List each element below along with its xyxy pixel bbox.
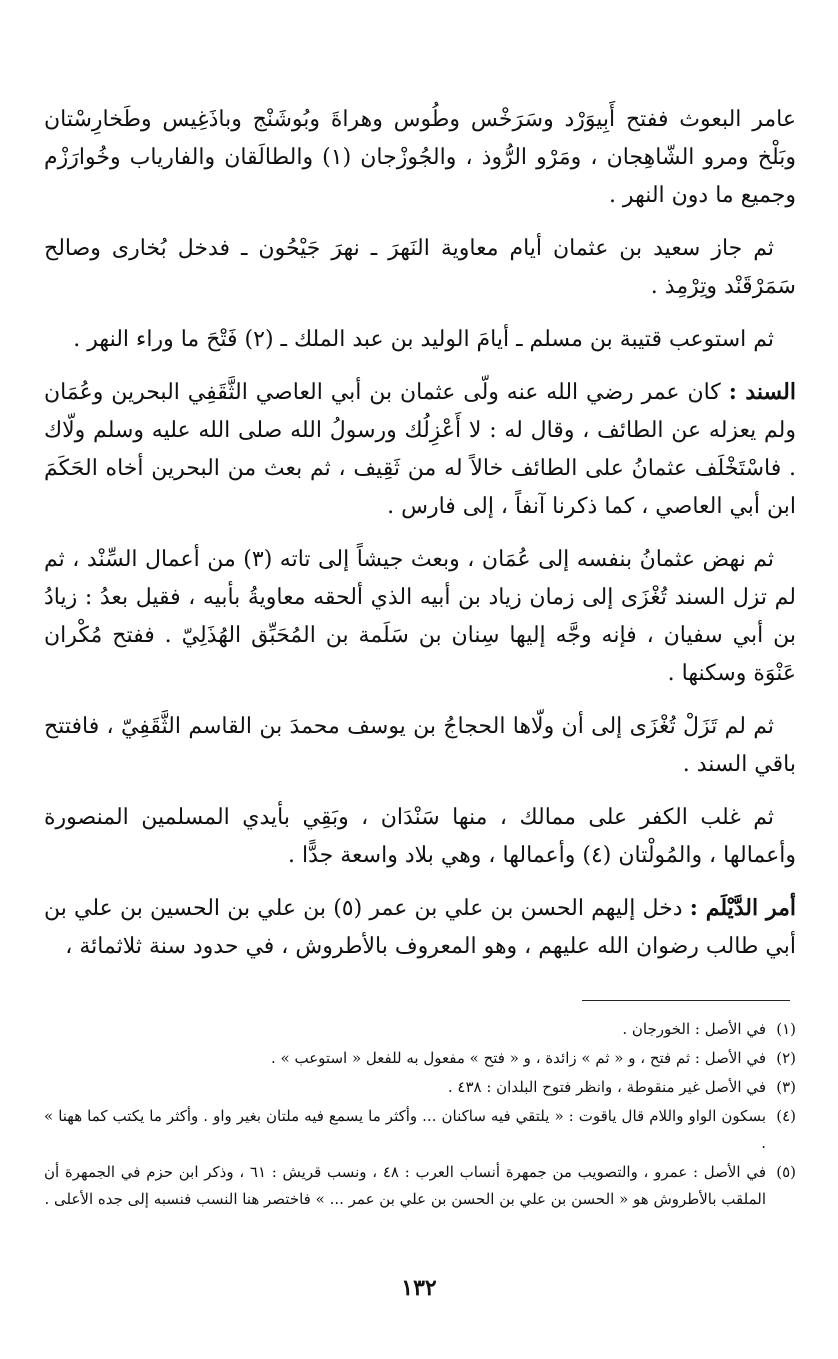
paragraph-text: ثم غلب الكفر على ممالك ، منها سَنْدَان ، وبَقِي بأيدي المسلمين المنصورة وأعمالها ، والمُولْتان (٤) وأعمالها ، وهي بلاد واسعة جدًّا . — [44, 805, 796, 868]
paragraph-5 — [44, 540, 796, 693]
footnote-3 — [44, 1074, 796, 1101]
main-text — [44, 100, 796, 980]
footnote-text: في الأصل غير منقوطة ، وانظر فتوح البلدان : ٤٣٨ . — [447, 1078, 766, 1096]
paragraph-7 — [44, 798, 796, 875]
page-number: ١٣٢ — [401, 1275, 437, 1301]
footnote-text: في الأصل : الخورجان . — [622, 1020, 766, 1038]
footnote-number: (٣) — [776, 1078, 796, 1096]
footnote-4 — [44, 1103, 796, 1157]
footnote-number: (١) — [776, 1020, 796, 1038]
paragraph-2 — [44, 229, 796, 306]
footnote-2 — [44, 1045, 796, 1072]
paragraph-text: ثم جاز سعيد بن عثمان أيام معاوية النَهرَ ـ نهرَ جَيْحُون ـ فدخل بُخارى وصالح سَمَرْقَنْد وتِرْمِذ . — [44, 236, 796, 299]
footnote-number: (٥) — [776, 1163, 796, 1181]
footnote-text: في الأصل : ثم فتح ، و « ثم » زائدة ، و « فتح » مفعول به للفعل « استوعب » . — [271, 1049, 766, 1067]
footnote-divider — [582, 1000, 790, 1001]
paragraph-3 — [44, 320, 796, 359]
paragraph-text: ثم لم تَزَلْ تُغْزَى إلى أن ولّاها الحجاجُ بن يوسف محمدَ بن القاسم الثَّقَفِيّ ، فافتتح باقي السند . — [44, 714, 796, 777]
footnote-text: في الأصل : عمرو ، والتصويب من جمهرة أنساب العرب : ٤٨ ، ونسب قريش : ٦١ ، وذكر ابن حزم في الجمهرة أن الملقب بالأطروش هو « الحسن بن علي بن الحسن بن علي بن عمر ... » فاختصر هنا النسب فنسبه إلى جده الأعلى . — [44, 1163, 767, 1208]
footnote-5 — [44, 1159, 796, 1213]
paragraph-1 — [44, 100, 796, 215]
footnote-1 — [44, 1016, 796, 1043]
footnotes — [44, 1016, 796, 1215]
paragraph-text: عامر البعوث ففتح أَبِيوَرْد وسَرَخْس وطُوس وهراةَ وبُوشَنْج وباذَغِيس وطَخارِسْتان وبَلْخ ومرو الشّاهِجان ، ومَرْو الرُّوذ ، والجُوزْجان (١) والطالَقان والفارياب وخُوارَزْم وجميع ما دون النهر . — [44, 107, 796, 208]
paragraph-text: كان عمر رضي الله عنه ولّى عثمان بن أبي العاصي الثَّقَفِي البحرين وعُمَان ولم يعزله عن الطائف ، وقال له : لا أَعْزِلُك ورسولُ الله صلى الله عليه وسلم ولّاك . فاسْتَخْلَف عثمانُ على الطائف خالاً له من ثَقِيف ، ثم بعث من البحرين أخاه الحَكَمَ ابن أبي العاصي ، كما ذكرنا آنفاً ، إلى فارس . — [44, 380, 796, 519]
footnote-number: (٤) — [776, 1107, 796, 1125]
paragraph-4 — [44, 373, 796, 526]
section-heading-sind: السند : — [728, 379, 796, 405]
footnote-number: (٢) — [776, 1049, 796, 1067]
footnote-text: بسكون الواو واللام قال ياقوت : « يلتقي فيه ساكنان ... وأكثر ما يسمع فيه ملتان بغير واو . وأكثر ما يكتب كما ههنا » . — [44, 1107, 766, 1152]
paragraph-8 — [44, 889, 796, 966]
section-heading-daylam: أمر الدَّيْلَم : — [689, 895, 796, 921]
paragraph-text: ثم نهض عثمانُ بنفسه إلى عُمَان ، وبعث جيشاً إلى تاته (٣) من أعمال السِّنْد ، ثم لم تزل السند تُغْزَى إلى زمان زياد بن أبيه الذي ألحقه معاويةُ بأبيه ، فقيل بعدُ : زيادُ بن أبي سفيان ، فإنه وجَّه إليها سِنان بن سَلَمة بن المُحَبِّق الهُذَلِيّ . ففتح مُكْران عَنْوَة وسكنها . — [44, 547, 796, 686]
paragraph-6 — [44, 707, 796, 784]
paragraph-text: دخل إليهم الحسن بن علي بن عمر (٥) بن علي بن الحسين بن علي بن أبي طالب رضوان الله عليهم ، وهو المعروف بالأطروش ، في حدود سنة ثلاثمائة ، — [44, 896, 796, 959]
paragraph-text: ثم استوعب قتيبة بن مسلم ـ أيامَ الوليد بن عبد الملك ـ (٢) فَتْحَ ما وراء النهر . — [73, 327, 774, 352]
